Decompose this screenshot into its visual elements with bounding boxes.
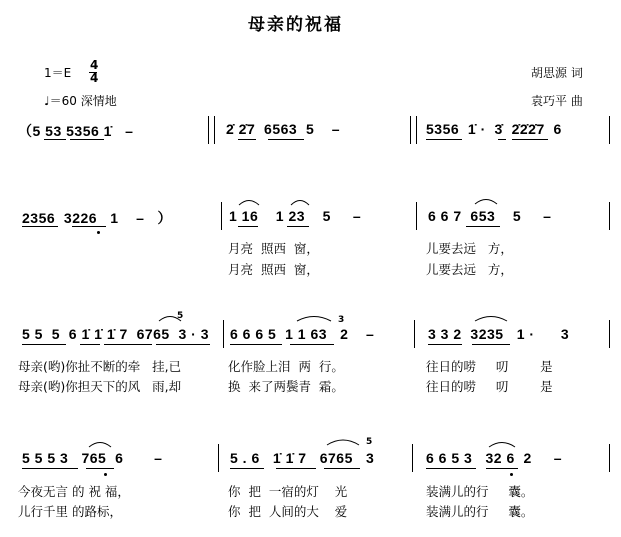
barline [208,116,209,144]
slur [488,440,516,448]
slur [238,198,260,206]
measure-notes: 1 16 1 23 5 – [229,208,362,224]
beam-line [22,468,78,469]
lyric-line: 往日的唠 叨 是 [426,379,553,394]
barline [416,116,417,144]
measure-notes: 2̇ 2̇7 6563 5 – [226,121,341,137]
barline [609,202,610,230]
beam-line [290,344,334,345]
beam-line [486,468,518,469]
lyric-line: 你 把 人间的大 爱 [228,504,348,519]
beam-line [22,226,58,227]
page-title: 母亲的祝福 [248,15,343,35]
lyric-line: 今夜无言 的 祝 福， [18,484,130,499]
measure-notes: 5 . 6 1̇ 1̇ 7 6765 3 [230,450,375,466]
lower-octave-dot [104,473,107,476]
beam-line [428,344,462,345]
key-signature: 1＝E [44,66,72,80]
beam-line [70,139,104,140]
barline [214,116,215,144]
barline [609,320,610,348]
lyric-line: 你 把 一宿的灯 光 [228,484,348,499]
slur [88,440,112,448]
grace-note: 5 [366,437,373,447]
beam-line [466,226,500,227]
beam-line [268,139,304,140]
lyricist-credit: 胡思源 词 [531,66,583,80]
measure-notes: （5 53 5356 1̇ – [18,123,134,139]
lyric-line: 装满儿的行 囊。 [426,504,534,519]
barline [410,116,411,144]
barline [218,444,219,472]
beam-line [512,139,548,140]
beam-line [104,344,152,345]
barline [412,444,413,472]
slur [296,314,332,322]
time-signature-bottom: 4 [90,71,99,85]
slur [326,437,360,446]
beam-line [44,139,66,140]
lyric-line: 儿行千里 的路标， [18,504,122,519]
composer-credit: 袁巧平 曲 [531,94,583,108]
beam-line [498,139,506,140]
time-signature-top: 4 [90,58,99,72]
lyric-line: 儿要去远 方， [426,262,513,277]
lyric-line: 换 来了两鬓青 霜。 [228,379,344,394]
slur [474,197,498,205]
barline [416,202,417,230]
lyric-line: 化作脸上泪 两 行。 [228,359,344,374]
measure-notes: 5356 1̇ · 3̇ 2̇2̇2̇7 6 [426,121,562,137]
beam-line [230,344,282,345]
measure-notes: 6 6 7 653 5 – [428,208,552,224]
measure-notes: 2356 3226 1 – ） [22,210,173,226]
grace-note: 5 [177,311,184,321]
slur [474,314,508,322]
beam-line [156,344,210,345]
lyric-line: 月亮 照西 窗， [228,262,319,277]
beam-line [426,139,462,140]
measure-notes: 5 5 5 6 1̇ 1̇ 1̇ 7 6765 3 · 3 [22,326,210,342]
beam-line [230,468,264,469]
lyric-line: 月亮 照西 窗， [228,241,319,256]
measure-notes: 3 3 2 3235 1 · 3 [428,326,570,342]
grace-note: 3 [338,315,345,325]
lyric-line: 往日的唠 叨 是 [426,359,553,374]
slur [158,314,182,322]
beam-line [72,226,106,227]
beam-line [287,226,309,227]
lyric-line: 装满儿的行 囊。 [426,484,534,499]
lyric-line: 母亲(哟)你扯不断的牵 挂,已 [18,359,182,374]
beam-line [238,139,256,140]
lyric-line: 母亲(哟)你担天下的风 雨,却 [18,379,182,394]
slur [290,198,310,206]
beam-line [324,468,360,469]
beam-line [472,344,510,345]
measure-notes: 5 5 5 3 765 6 – [22,450,163,466]
barline [414,320,415,348]
barline [223,320,224,348]
barline [221,202,222,230]
beam-line [80,344,100,345]
lower-octave-dot [510,473,513,476]
barline [609,444,610,472]
beam-line [276,468,316,469]
tempo-marking: ♩＝60 深情地 [44,94,117,108]
measure-notes: 6 6 6 5 1 1 63 2 – [230,326,375,342]
beam-line [426,468,476,469]
measure-notes: 6 6 5 3 32 6 2 – [426,450,563,466]
beam-line [22,344,66,345]
beam-line [238,226,258,227]
beam-line [86,468,114,469]
barline [609,116,610,144]
lyric-line: 儿要去远 方， [426,241,513,256]
lower-octave-dot [97,231,100,234]
